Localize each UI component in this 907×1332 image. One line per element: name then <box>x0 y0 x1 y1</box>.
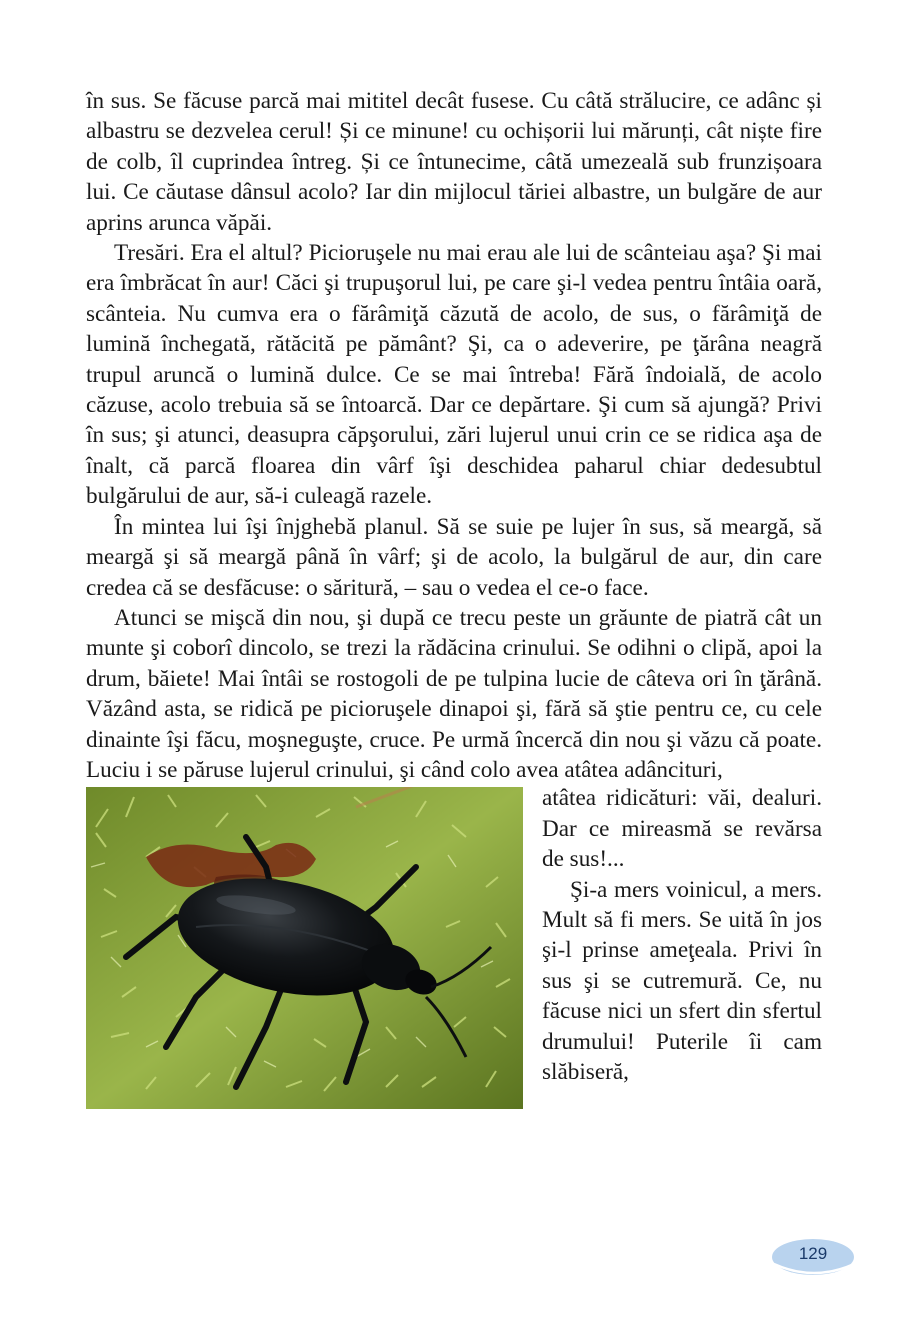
paragraph-4: Atunci se mişcă din nou, şi după ce trecu peste un grăunte de piatră cât un munte şi coborî dincolo, se trezi la rădăcina crinului. Se odihni o clipă, apoi la drum, băiete! Mai întâi se rostogoli de pe tulpina lucie de câteva ori în ţărână. Văzând asta, se ridică pe picioruşele dinapoi şi, fără să ştie pentru ce, cu cele dinainte îşi făcu, moşneguşte, cruce. Pe urmă încercă din nou şi văzu că poate. Luciu i se păruse lujerul crinului, şi când colo avea atâtea adâncituri, <box>86 604 822 783</box>
page-number: 129 <box>798 1244 828 1263</box>
page-body <box>86 86 822 1117</box>
beetle-on-moss-illustration <box>86 787 523 1109</box>
figure-and-text <box>86 787 822 1117</box>
paragraph-5: Şi-a mers voinicul, a mers. Mult să fi mers. Se uită în jos şi-l prinse ameţeala. Privi în sus şi se cutremură. Ce, nu făcuse nici un sfert din sfertul drumului! Puterile îi cam slăbiseră, <box>542 876 822 1085</box>
beetle-photo <box>86 787 523 1109</box>
side-text-column <box>542 783 822 1087</box>
paragraph-1: în sus. Se făcuse parcă mai mititel decât fusese. Cu câtă strălucire, ce adânc și albastru se dezvelea cerul! Și ce minune! cu ochișorii lui mărunți, cât niște fire de colb, îl cuprindea întreg. Și ce întunecime, câtă umezeală sub frunzișoara lui. Ce căutase dânsul acolo? Iar din mijlocul tăriei albastre, un bulgăre de aur aprins arunca văpăi. <box>86 88 822 236</box>
paragraph-3: În mintea lui îşi înjghebă planul. Să se suie pe lujer în sus, să meargă, să meargă şi să meargă până în vârf; şi de acolo, la bulgărul de aur, din care credea că se desfăcuse: o săritură, – sau o vedea el ce-o face. <box>86 513 822 601</box>
paragraph-4-continued: atâtea ridicături: văi, dealuri. Dar ce mireasmă se revărsa de sus!... <box>542 785 822 873</box>
page-number-badge <box>770 1236 856 1280</box>
paragraph-2: Tresări. Era el altul? Picioruşele nu mai erau ale lui de scânteiau aşa? Şi mai era îmbrăcat în aur! Căci şi trupuşorul lui, pe care şi-l vedea pentru întâia oară, scânteia. Nu cumva era o fărâmiţă căzută de acolo, de sus, o fărâmiţă de lumină închegată, rătăcită pe pământ? Şi, ca o adeverire, pe ţărâna neagră trupul aruncă o lumină dulce. Ce se mai întreba! Fără îndoială, de acolo căzuse, acolo trebuia să se întoarcă. Dar ce depărtare. Şi cum să ajungă? Privi în sus; şi atunci, deasupra căpşorului, zări lujerul unui crin ce se ridica aşa de înalt, că parcă floarea din vârf îşi deschidea paharul chiar dedesubtul bulgărului de aur, să-i culeagă razele. <box>86 240 822 510</box>
